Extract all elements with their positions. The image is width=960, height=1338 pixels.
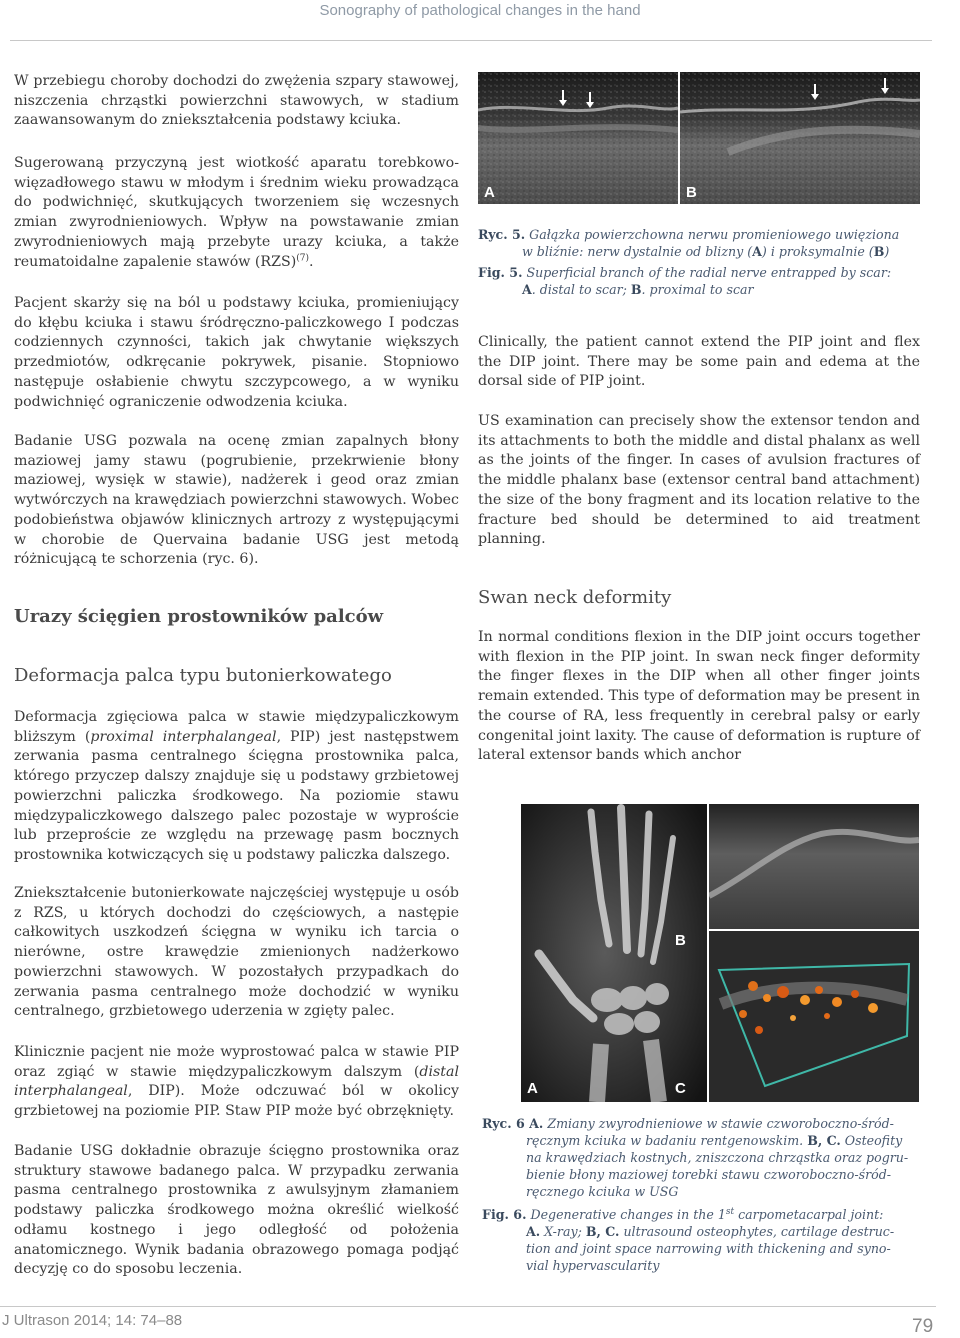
left-column-block-7: [14, 1043, 459, 1122]
left-column: [14, 72, 459, 131]
caption-6-en-line-1: Fig. 6. Degenerative changes in the 1st carpometacarpal joint:: [482, 1206, 884, 1222]
caption-6-pl-line-3: na krawędziach kostnych, zniszczona chrząstka oraz pogru-: [526, 1150, 909, 1165]
caption-5-pl-line-1: Ryc. 5. Gałązka powierzchowna nerwu promieniowego uwięziona: [478, 227, 900, 242]
right-column-block-3: [478, 628, 920, 766]
figure-5-image: [478, 72, 920, 204]
figure-6-label-b: B: [675, 932, 686, 949]
caption-6-pl-line-2: ręcznym kciuka w badaniu rentgenowskim. B, C. Osteofity: [526, 1133, 903, 1148]
left-column-block-5: [14, 708, 459, 866]
caption-6-en-line-4: vial hypervascularity: [526, 1258, 660, 1273]
left-subsection-heading: [14, 665, 459, 686]
figure-6-image: [521, 804, 919, 1102]
right-column-block-2: [478, 412, 920, 550]
figure-5-caption: [478, 226, 928, 298]
right-column-block-1: [478, 333, 920, 392]
paragraph-r1: Clinically, the patient cannot extend the PIP joint and flex the DIP joint. There may be some pain and edema at the dorsal side of PIP joint.: [478, 334, 920, 390]
caption-6-en-line-2: A. X-ray; B, C. ultrasound osteophytes, cartilage destruc-: [526, 1224, 895, 1239]
caption-5-en-line-2: A. distal to scar; B. proximal to scar: [522, 282, 754, 297]
caption-6-pl-line-4: bienie błony maziowej torebki stawu czworoboczno-śród-: [526, 1167, 892, 1182]
left-column-block-8: [14, 1142, 459, 1280]
caption-6-pl-line-5: ręcznego kciuka w USG: [526, 1184, 679, 1199]
left-column-block-6: [14, 884, 459, 1022]
paragraph-r3: In normal conditions flexion in the DIP joint occurs together with flexion in the PIP joint. In swan neck finger deformity the finger flexes in the DIP when all other finger joints remain extended. This type of deformation may be present in the course of RA, less frequently in cerebral palsy or early congenital joint laxity. The cause of deformation is rupture of lateral extensor bands which anchor: [478, 629, 920, 764]
xray-and-ultrasound-panels: [521, 804, 919, 1102]
paragraph-l1: W przebiegu choroby dochodzi do zwężenia szpary stawowej, niszczenia chrząstki powierzchni stawowych, w stadium zaawansowanym do zniekształcenia podstawy kciuka.: [14, 73, 459, 129]
figure-6-label-a: A: [527, 1080, 538, 1097]
subsection-title-swan-neck: Swan neck deformity: [478, 587, 672, 608]
left-column-block-3: [14, 294, 459, 412]
paragraph-l4: Badanie USG pozwala na ocenę zmian zapalnych błony maziowej jamy stawu (pogrubienie, przekrwienie błony maziowej, wysięk w stawie), nadżerek i geod oraz zmian wytwórczych na krawędziach powierzchni stawowych. Wobec podobieństwa objawów klinicznych artrozy z występującymi w chorobie de Quervaina badanie USG jest metodą różnicującą te schorzenia (ryc. 6).: [14, 433, 459, 568]
paragraph-l3: Pacjent skarży się na ból u podstawy kciuka, promieniujący do kłębu kciuka i stawu śródręczno-paliczkowego I podczas codziennych czynności, takich jak chwytanie większych przedmiotów, odkręcanie pokrywek, pisanie. Stopniowo następuje osłabienie chwytu szczypcowego, a w wyniku podwichnięć ograniczenie odwodzenia kciuka.: [14, 295, 459, 410]
paragraph-l7: Klinicznie pacjent nie może wyprostować palca w stawie PIP oraz zgiąć w stawie międzypaliczkowym dalszym (distal interphalangeal, DIP). Może odczuwać ból w okolicy grzbietowej na poziomie PIP. Staw PIP może być obrzęknięty.: [14, 1044, 459, 1120]
footer-journal-citation: J Ultrason 2014; 14: 74–88: [2, 1312, 183, 1329]
section-title: Urazy ścięgien prostowników palców: [14, 606, 384, 627]
paragraph-l2: Sugerowaną przyczyną jest wiotkość aparatu torebkowo-więzadłowego stawu w młodym i średnim wieku prowadząca do podwichnięć, skutkujących tworzeniem się wczesnych zmian zwyrodnieniowych. Wpływ na powstawanie zmian zwyrodnieniowych mają przebyte urazy kciuka, a także reumatoidalne zapalenie stawów (RZS)$^{(7)}$.: [14, 155, 459, 270]
left-column-block-4: [14, 432, 459, 570]
paragraph-l8: Badanie USG dokładnie obrazuje ścięgno prostownika oraz struktury stawowe badanego palca. W przypadku zerwania pasma centralnego prostownika z awulsyjnym złamaniem podstawy paliczka środkowego można określić wielkość odłamu kostnego i jego odległość od położenia anatomicznego. Wynik badania obrazowego pomaga podjąć decyzję co do sposobu leczenia.: [14, 1143, 459, 1278]
header-rule: [10, 40, 932, 41]
left-section-heading: [14, 606, 459, 627]
caption-5-pl-line-2: w bliźnie: nerw dystalnie od blizny (A) i proksymalnie (B): [522, 244, 890, 259]
running-head: Sonography of pathological changes in the hand: [319, 2, 641, 19]
paragraph-l5: Deformacja zgięciowa palca w stawie międzypaliczkowym bliższym (proximal interphalangeal, PIP) jest następstwem zerwania pasma centralnego ścięgna prostownika palca, którego przyczep dalszy znajduje się u podstawy grzbietowej powierzchni paliczka środkowego. Na poziomie stawu międzypaliczkowego dalszego palec pozostaje w wyproście lub przeproście ze względu na przewagę pasm bocznych prostownika kotwiczących się u podstawy paliczka dalszego.: [14, 709, 459, 863]
subsection-title-butonierka: Deformacja palca typu butonierkowatego: [14, 665, 392, 686]
figure-6-label-c: C: [675, 1080, 686, 1097]
page-number: 79: [912, 1316, 934, 1337]
figure-5-label-a: A: [484, 184, 495, 201]
left-column-block-2: [14, 154, 459, 272]
ultrasound-panels: [478, 72, 920, 204]
caption-6-pl-line-1: Ryc. 6 A. Zmiany zwyrodnieniowe w stawie czworoboczno-śród-: [482, 1116, 894, 1131]
right-subsection-heading: [478, 587, 920, 608]
figure-5-label-b: B: [686, 184, 697, 201]
caption-5-en-line-1: Fig. 5. Superficial branch of the radial nerve entrapped by scar:: [478, 265, 892, 280]
paragraph-r2: US examination can precisely show the extensor tendon and its attachments to both the middle and distal phalanx as well as the joints of the finger. In cases of avulsion fractures of the middle phalanx base (extensor central band attachment) the size of the bony fragment and its location relative to the fracture bed should be determined to aid treatment planning.: [478, 413, 920, 548]
paragraph-l6: Zniekształcenie butonierkowate najczęściej występuje u osób z RZS, u których dochodzi do częściowych, a następie całkowitych uszkodzeń ścięgna w wyniku ich tarcia o nierówne, ostre krawędzie zmienionych nadżerkowo powierzchni stawowych. W pozostałych przypadkach do zerwania pasma centralnego może dochodzić w wyniku centralnego, grzbietowego uderzenia w zgięty palec.: [14, 885, 459, 1020]
caption-6-en-line-3: tion and joint space narrowing with thickening and syno-: [526, 1241, 891, 1256]
figure-6-caption: [482, 1115, 932, 1274]
footer-rule: [0, 1306, 936, 1307]
